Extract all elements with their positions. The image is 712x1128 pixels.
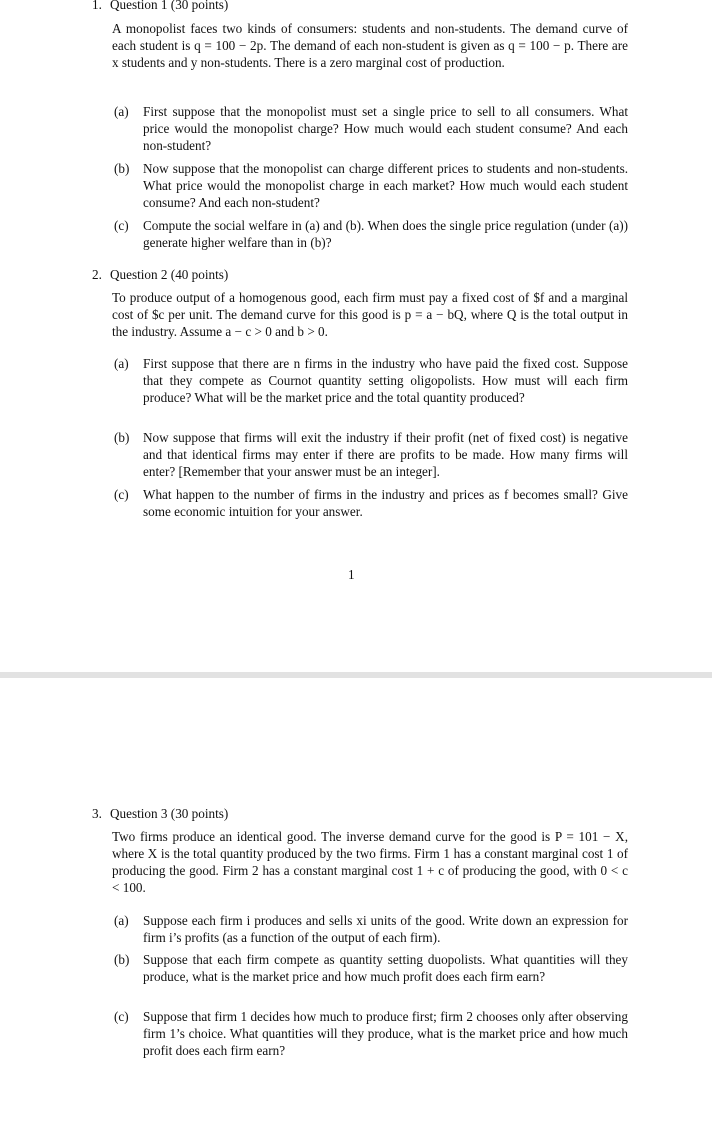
part-text: Suppose that firm 1 decides how much to produce first; firm 2 chooses only after observing firm 1’s choice. What quantities will they produce, what is the market price and how much profit does each firm earn? — [143, 1009, 628, 1058]
question-3-part-a — [114, 912, 628, 946]
part-label: (a) — [114, 104, 129, 119]
question-1-part-a — [114, 103, 628, 154]
page-2 — [0, 678, 712, 1128]
question-number: 3. — [92, 806, 102, 821]
part-text: Suppose that each firm compete as quantity setting duopolists. What quantities will they produce, what is the market price and how much profit does each firm earn? — [143, 952, 628, 984]
part-label: (c) — [114, 487, 129, 502]
part-label: (a) — [114, 913, 129, 928]
question-3-heading — [92, 805, 392, 822]
question-1-part-c — [114, 217, 628, 251]
question-2-part-c — [114, 486, 628, 520]
part-label: (c) — [114, 218, 129, 233]
part-text: What happen to the number of firms in the industry and prices as f becomes small? Give some economic intuition for your answer. — [143, 487, 628, 519]
part-label: (a) — [114, 356, 129, 371]
question-1-heading — [92, 0, 392, 13]
part-label: (b) — [114, 161, 130, 176]
question-title: Question 1 (30 points) — [110, 0, 229, 12]
part-text: First suppose that the monopolist must set a single price to sell to all consumers. What price would the monopolist charge? How much would each student consume? And each non-student? — [143, 104, 628, 153]
question-2-heading — [92, 266, 392, 283]
question-2-part-a — [114, 355, 628, 423]
part-label: (b) — [114, 430, 130, 445]
question-1-intro: A monopolist faces two kinds of consumers: students and non-students. The demand curve of each student is q = 100 − 2p. The demand of each non-student is given as q = 100 − p. There are x students and y non-students. There is a zero marginal cost of production. — [112, 21, 628, 70]
part-text: Now suppose that the monopolist can charge different prices to students and non-students. What price would the monopolist charge in each market? How much would each student consume? And each non-student? — [143, 161, 628, 210]
question-1-part-b — [114, 160, 628, 211]
part-label: (b) — [114, 952, 130, 967]
question-3-intro: Two firms produce an identical good. The inverse demand curve for the good is P = 101 − X, where X is the total quantity produced by the two firms. Firm 1 has a constant marginal cost 1 of producing the good. Firm 2 has a constant marginal cost 1 + c of producing the good, with 0 < c < 100. — [112, 829, 628, 895]
part-text: Compute the social welfare in (a) and (b). When does the single price regulation (under (a)) generate higher welfare than in (b)? — [143, 218, 628, 250]
question-3-part-c — [114, 1008, 628, 1059]
question-3-part-b — [114, 951, 628, 1002]
question-title: Question 3 (30 points) — [110, 806, 229, 821]
part-text: First suppose that there are n firms in the industry who have paid the fixed cost. Suppose that they compete as Cournot quantity setting oligopolists. How must will each firm produce? What will be the market price and the total quantity produced? — [143, 356, 628, 405]
question-number: 2. — [92, 267, 102, 282]
part-text: Suppose each firm i produces and sells xi units of the good. Write down an expression for firm i’s profits (as a function of the output of each firm). — [143, 913, 628, 945]
page-number: 1 — [348, 567, 355, 582]
question-number: 1. — [92, 0, 102, 12]
part-text: Now suppose that firms will exit the industry if their profit (net of fixed cost) is negative and that identical firms may enter if there are profits to be made. How many firms will enter? [Remember that your answer must be an integer]. — [143, 430, 628, 479]
question-2-intro: To produce output of a homogenous good, each firm must pay a fixed cost of $f and a marginal cost of $c per unit. The demand curve for this good is p = a − bQ, where Q is the total output in the industry. Assume a − c > 0 and b > 0. — [112, 290, 628, 339]
question-2-part-b — [114, 429, 628, 480]
question-title: Question 2 (40 points) — [110, 267, 229, 282]
part-label: (c) — [114, 1009, 129, 1024]
